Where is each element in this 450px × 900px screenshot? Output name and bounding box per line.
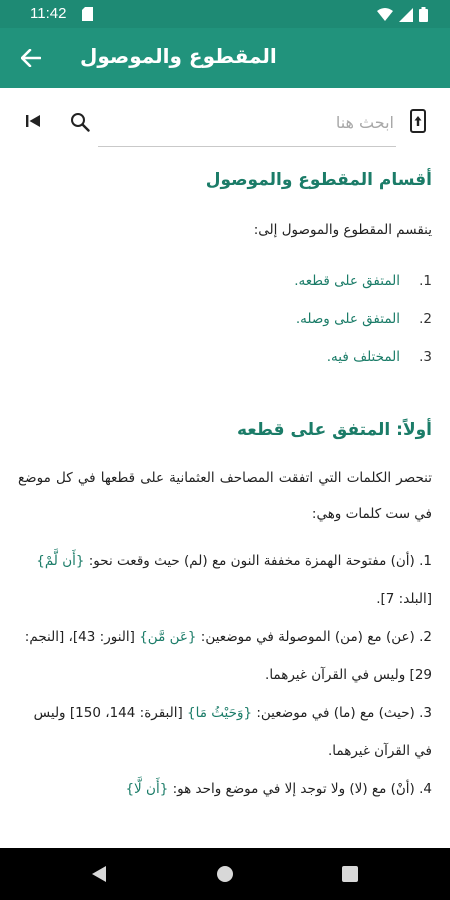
nav-home-button[interactable] <box>213 862 237 886</box>
battery-icon <box>419 7 428 22</box>
nav-recents-icon <box>342 866 358 882</box>
words-list <box>18 542 432 808</box>
status-time: 11:42 <box>30 5 67 22</box>
sd-card-icon <box>82 7 93 21</box>
status-icons <box>377 7 428 22</box>
nav-home-icon <box>216 865 234 883</box>
status-bar <box>0 0 450 28</box>
nav-back-button[interactable] <box>87 862 111 886</box>
phone-upload-icon <box>410 109 426 133</box>
intro-paragraph: ينقسم المقطوع والموصول إلى: <box>253 222 432 238</box>
list-item: 1. المتفق على قطعه. <box>294 273 432 289</box>
list-item: 1. (أن) مفتوحة الهمزة مخففة النون مع (لم) حيث وقعت نحو: {أَن لَّمْ} [البلد: 7]. <box>36 553 432 607</box>
search-button[interactable] <box>68 110 92 134</box>
app-bar <box>0 28 450 88</box>
nav-recents-button[interactable] <box>338 862 362 886</box>
section-heading-divisions: أقسام المقطوع والموصول <box>205 170 432 190</box>
navigation-bar <box>0 848 450 900</box>
list-item: 3. المختلف فيه. <box>326 349 432 365</box>
device-scroll-button[interactable] <box>406 108 430 134</box>
skip-start-button[interactable] <box>22 110 44 132</box>
arrow-back-icon <box>21 49 41 67</box>
list-item: 4. (أنْ) مع (لا) ولا توجد إلا في موضع واحد هو: {أَن لَّا} <box>125 781 432 797</box>
back-button[interactable] <box>16 44 46 72</box>
section-heading-agreed-separated: أولاً: المتفق على قطعه <box>236 420 432 440</box>
list-item: 3. (حيث) مع (ما) في موضعين: {وَحَيْثُ مَا} [البقرة: 144، 150] وليس في القرآن غيرهما. <box>33 705 432 759</box>
signal-icon <box>399 8 413 22</box>
app-title: المقطوع والموصول <box>80 44 277 68</box>
search-row <box>0 96 450 152</box>
section-paragraph: تنحصر الكلمات التي اتفقت المصاحف العثمانية على قطعها في كل موضع في ست كلمات وهي: <box>18 470 432 522</box>
search-input[interactable] <box>98 106 398 138</box>
nav-back-icon <box>91 865 107 883</box>
article-content <box>18 160 432 808</box>
search-underline <box>98 146 396 147</box>
wifi-icon <box>377 8 393 22</box>
list-item: 2. المتفق على وصله. <box>295 311 432 327</box>
search-icon <box>70 112 90 132</box>
list-item: 2. (عن) مع (من) الموصولة في موضعين: {عَن مَّن} [النور: 43]، [النجم: 29] وليس في القرآن غيرهما. <box>24 629 432 683</box>
divisions-list <box>18 262 432 376</box>
skip-previous-icon <box>26 115 40 127</box>
